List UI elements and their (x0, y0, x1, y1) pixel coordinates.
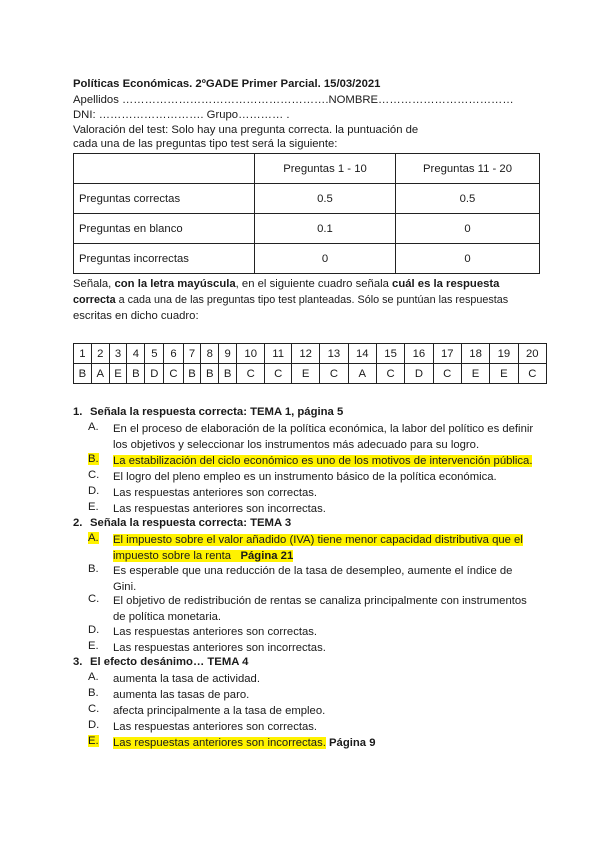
option-text-line: Es esperable que una reducción de la tasa de desempleo, aumente el índice de (113, 565, 513, 577)
instructions-text: a cada una de las preguntas tipo test planteadas. Sólo se puntúan las respuestas (115, 294, 509, 306)
grading-value: 0.1 (255, 214, 396, 244)
valoracion-line-2: cada una de las preguntas tipo test será la siguiente: (73, 138, 338, 150)
answer-letter-cell[interactable]: D (405, 364, 433, 384)
answer-number-cell: 2 (91, 344, 109, 364)
answer-letter-cell[interactable]: C (376, 364, 404, 384)
apellidos-line: Apellidos ……………………………………………….NOMBRE……………………………… (73, 94, 514, 106)
instructions-line-1 (73, 278, 499, 290)
page-reference: Página 9 (329, 737, 376, 749)
option-letter: B. (88, 453, 99, 465)
option-text: afecta principalmente a la tasa de empleo. (113, 705, 326, 717)
option-text: Las respuestas anteriores son correctas. (113, 721, 318, 733)
option-text-line: En el proceso de elaboración de la política económica, la labor del político es definir (113, 423, 534, 435)
option-text: Las respuestas anteriores son correctas. (113, 487, 318, 499)
grading-header-row (74, 154, 540, 184)
instructions-bold: con la letra mayúscula (114, 278, 236, 290)
answer-letter-cell[interactable]: C (164, 364, 183, 384)
option-letter: E. (88, 501, 99, 513)
option-text: aumenta la tasa de actividad. (113, 673, 260, 685)
grading-row (74, 184, 540, 214)
option-letter: E. (88, 735, 99, 747)
instructions-bold: cuál es la respuesta (392, 278, 500, 290)
grading-row (74, 214, 540, 244)
grading-value: 0 (396, 214, 540, 244)
option-text (113, 735, 538, 751)
answer-number-cell: 18 (461, 344, 489, 364)
option-text-line: El objetivo de redistribución de rentas se canaliza principalmente con instrumentos (113, 595, 527, 607)
answer-number-cell: 14 (348, 344, 376, 364)
grading-row-label: Preguntas incorrectas (74, 244, 255, 274)
option-text: Las respuestas anteriores son incorrectas. (113, 642, 326, 654)
option-text: aumenta las tasas de paro. (113, 689, 250, 701)
question-title: Señala la respuesta correcta: TEMA 3 (90, 517, 292, 529)
answer-table (73, 343, 547, 384)
correct-answer-highlight: La estabilización del ciclo económico es uno de los motivos de intervención pública. (113, 455, 533, 467)
answer-number-cell: 16 (405, 344, 433, 364)
answer-number-cell: 10 (237, 344, 265, 364)
grading-row-label: Preguntas en blanco (74, 214, 255, 244)
answer-number-cell: 13 (320, 344, 348, 364)
answer-letter-cell[interactable]: C (433, 364, 461, 384)
answer-letter-cell[interactable]: B (127, 364, 145, 384)
option-letter: A. (88, 671, 99, 683)
grading-value: 0 (396, 244, 540, 274)
question-number: 2. (73, 517, 83, 529)
answer-letter-cell[interactable]: B (201, 364, 219, 384)
grading-col-header: Preguntas 11 - 20 (396, 154, 540, 184)
option-letter: A. (88, 532, 99, 544)
option-letter: C. (88, 593, 100, 605)
grading-row-label: Preguntas correctas (74, 184, 255, 214)
grading-value: 0.5 (255, 184, 396, 214)
answer-letter-cell[interactable]: C (237, 364, 265, 384)
grading-col-header: Preguntas 1 - 10 (255, 154, 396, 184)
answer-letter-cell[interactable]: B (183, 364, 201, 384)
instructions-line-3: escritas en dicho cuadro: (73, 310, 199, 322)
answer-letter-cell[interactable]: E (291, 364, 319, 384)
answer-number-cell: 11 (265, 344, 292, 364)
option-letter: B. (88, 563, 99, 575)
option-letter: D. (88, 719, 100, 731)
question-title: Señala la respuesta correcta: TEMA 1, página 5 (90, 406, 344, 418)
answer-number-cell: 19 (490, 344, 518, 364)
option-letter: C. (88, 703, 100, 715)
question-title: El efecto desánimo… TEMA 4 (90, 656, 249, 668)
grading-value: 0.5 (396, 184, 540, 214)
answer-number-cell: 12 (291, 344, 319, 364)
answer-number-cell: 17 (433, 344, 461, 364)
option-text-line: de política monetaria. (113, 611, 222, 623)
answer-letter-row (74, 364, 547, 384)
answer-number-cell: 6 (164, 344, 183, 364)
option-letter: D. (88, 624, 100, 636)
grading-value: 0 (255, 244, 396, 274)
option-letter: A. (88, 421, 99, 433)
option-text (113, 453, 538, 469)
option-text: Las respuestas anteriores son incorrectas. (113, 503, 326, 515)
answer-number-cell: 4 (127, 344, 145, 364)
answer-letter-cell[interactable]: A (91, 364, 109, 384)
answer-letter-cell[interactable]: E (490, 364, 518, 384)
instructions-line-2 (73, 294, 508, 306)
question-number: 1. (73, 406, 83, 418)
option-text (113, 563, 538, 595)
correct-answer-highlight: Las respuestas anteriores son incorrectas. (113, 737, 326, 749)
instructions-bold: correcta (73, 294, 116, 306)
dni-line: DNI: ………………………. Grupo………… . (73, 109, 290, 121)
answer-letter-cell[interactable]: C (265, 364, 292, 384)
option-text (113, 593, 538, 625)
answer-letter-cell[interactable]: A (348, 364, 376, 384)
answer-letter-cell[interactable]: B (74, 364, 92, 384)
grading-table (73, 153, 540, 274)
answer-number-cell: 7 (183, 344, 201, 364)
option-letter: B. (88, 687, 99, 699)
answer-letter-cell[interactable]: B (219, 364, 237, 384)
answer-number-row (74, 344, 547, 364)
question-number: 3. (73, 656, 83, 668)
option-letter: E. (88, 640, 99, 652)
correct-answer-highlight: impuesto sobre la renta (113, 550, 232, 562)
answer-number-cell: 8 (201, 344, 219, 364)
answer-letter-cell[interactable]: E (109, 364, 127, 384)
grading-corner (74, 154, 255, 184)
instructions-text: , en el siguiente cuadro señala (235, 278, 393, 290)
answer-number-cell: 9 (219, 344, 237, 364)
option-text: Las respuestas anteriores son correctas. (113, 626, 318, 638)
exam-title: Políticas Económicas. 2ºGADE Primer Parcial. 15/03/2021 (73, 78, 381, 90)
option-text (113, 421, 538, 453)
option-text: El logro del pleno empleo es un instrumento básico de la política económica. (113, 471, 497, 483)
answer-number-cell: 20 (518, 344, 546, 364)
answer-number-cell: 1 (74, 344, 92, 364)
option-letter: C. (88, 469, 100, 481)
answer-number-cell: 5 (145, 344, 164, 364)
answer-letter-cell[interactable]: C (518, 364, 546, 384)
page-reference: Página 21 (240, 550, 294, 562)
option-text-line: Gini. (113, 581, 137, 593)
instructions-text: Señala, (73, 278, 115, 290)
answer-letter-cell[interactable]: E (461, 364, 489, 384)
correct-answer-highlight: El impuesto sobre el valor añadido (IVA) tiene menor capacidad distributiva que el (113, 534, 523, 546)
grading-row (74, 244, 540, 274)
answer-number-cell: 3 (109, 344, 127, 364)
valoracion-line-1: Valoración del test: Solo hay una pregunta correcta. la puntuación de (73, 124, 419, 136)
option-text-line: los objetivos y seleccionar los instrumentos más adecuado para su logro. (113, 439, 480, 451)
answer-letter-cell[interactable]: D (145, 364, 164, 384)
answer-number-cell: 15 (376, 344, 404, 364)
option-text (113, 532, 538, 564)
option-letter: D. (88, 485, 100, 497)
answer-letter-cell[interactable]: C (320, 364, 348, 384)
